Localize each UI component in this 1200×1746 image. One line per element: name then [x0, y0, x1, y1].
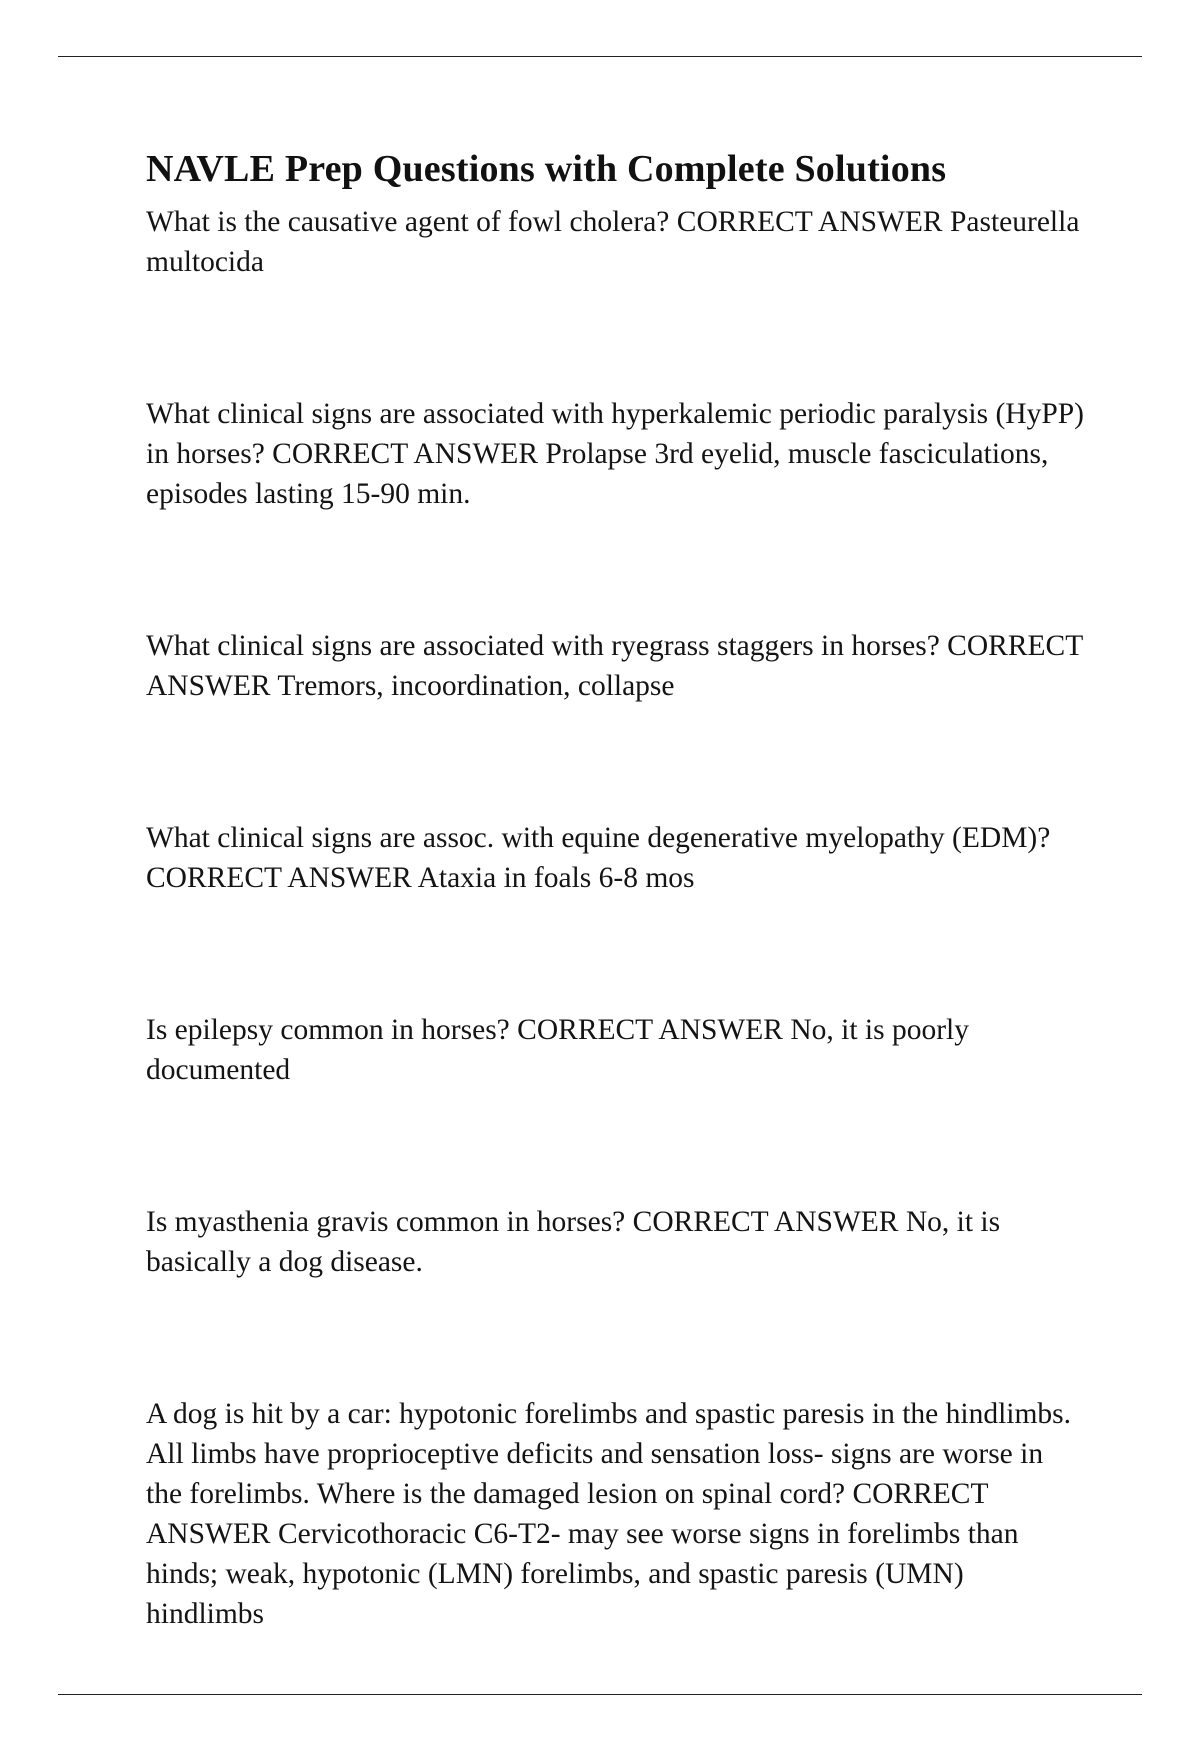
answer-text: Prolapse 3rd eyelid, muscle fasciculations, episodes lasting 15-90 min. — [146, 438, 1049, 510]
question-text: Is epilepsy common in horses? — [146, 1014, 510, 1046]
correct-answer-tag: CORRECT ANSWER — [517, 1014, 783, 1046]
correct-answer-tag: CORRECT ANSWER — [632, 1206, 899, 1238]
qa-item — [146, 1202, 1086, 1282]
qa-item — [146, 394, 1086, 514]
question-text: Is myasthenia gravis common in horses? — [146, 1206, 626, 1238]
document-body — [146, 142, 1086, 1746]
question-text: What is the causative agent of fowl cholera? — [146, 206, 670, 238]
correct-answer-tag: CORRECT ANSWER — [146, 630, 1083, 702]
question-text: What clinical signs are associated with hyperkalemic periodic paralysis (HyPP) in horses? — [146, 398, 1084, 470]
correct-answer-tag: CORRECT ANSWER — [676, 206, 943, 238]
answer-text: Cervicothoracic C6-T2- may see worse signs in forelimbs than hinds; weak, hypotonic (LMN) forelimbs, and spastic paresis (UMN) hindlimbs — [146, 1518, 1019, 1630]
top-divider — [58, 56, 1142, 57]
qa-item — [146, 626, 1086, 706]
qa-item — [146, 1394, 1086, 1634]
question-text: What clinical signs are associated with ryegrass staggers in horses? — [146, 630, 940, 662]
bottom-divider — [58, 1694, 1142, 1695]
correct-answer-tag: CORRECT ANSWER — [146, 1478, 988, 1550]
question-text: A dog is hit by a car: hypotonic forelimbs and spastic paresis in the hindlimbs. All limbs have proprioceptive deficits and sensation loss- signs are worse in the forelimbs. Where is the damaged lesion on spinal cord? — [146, 1398, 1072, 1510]
question-text: What clinical signs are assoc. with equine degenerative myelopathy (EDM)? — [146, 822, 1051, 854]
answer-text: Pasteurella multocida — [146, 206, 1080, 278]
qa-item — [146, 202, 1086, 282]
correct-answer-tag: CORRECT ANSWER — [272, 438, 538, 470]
answer-text: Ataxia in foals 6-8 mos — [417, 862, 695, 894]
qa-item — [146, 818, 1086, 898]
qa-item — [146, 1010, 1086, 1090]
answer-text: No, it is poorly documented — [146, 1014, 970, 1086]
answer-text: No, it is basically a dog disease. — [146, 1206, 1001, 1278]
answer-text: Tremors, incoordination, collapse — [277, 670, 675, 702]
document-title: NAVLE Prep Questions with Complete Solutions — [146, 148, 947, 190]
correct-answer-tag: CORRECT ANSWER — [146, 862, 412, 894]
